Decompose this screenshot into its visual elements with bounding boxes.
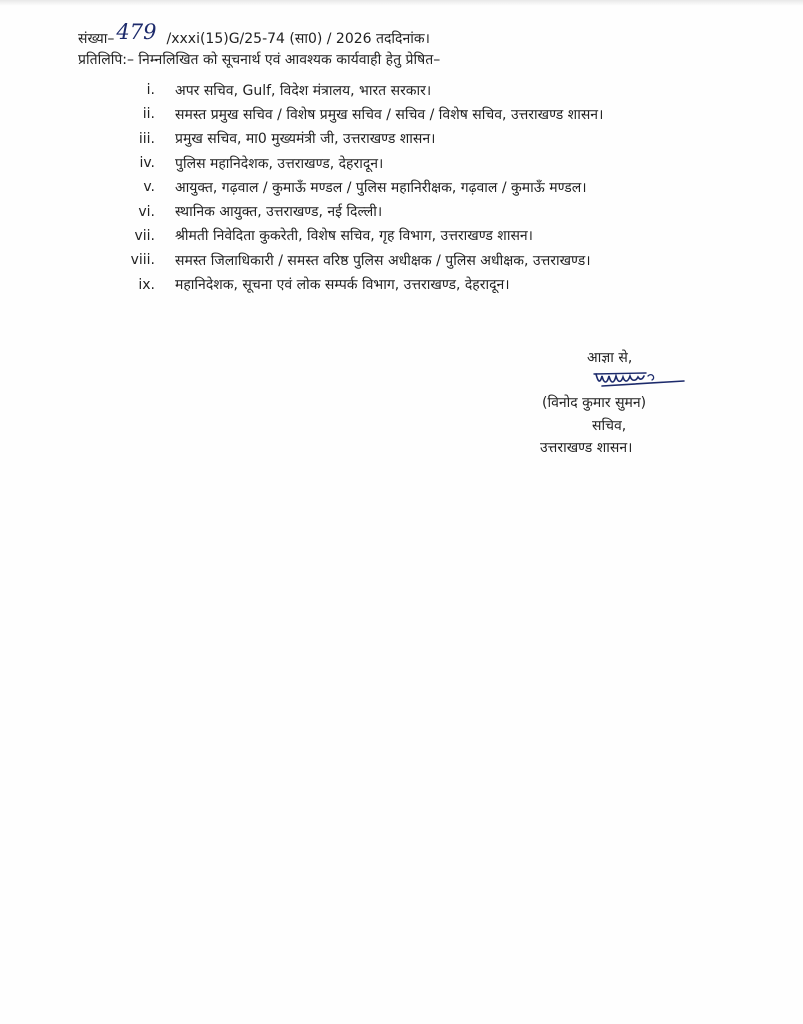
recipient-item [130, 151, 603, 175]
recipient-text: पुलिस महानिदेशक, उत्तराखण्ड, देहरादून। [175, 155, 384, 172]
recipient-text: अपर सचिव, Gulf, विदेश मंत्रालय, भारत सरकार। [175, 82, 432, 99]
recipient-item [130, 272, 603, 296]
recipient-number: viii. [130, 252, 155, 269]
handwritten-reference-number: 479 [116, 20, 157, 44]
reference-line [78, 20, 430, 49]
recipient-text: श्रीमती निवेदिता कुकरेती, विशेष सचिव, गृह विभाग, उत्तराखण्ड शासन। [175, 228, 533, 245]
signatory-designation: सचिव, [592, 418, 627, 434]
recipient-text: स्थानिक आयुक्त, उत्तराखण्ड, नई दिल्ली। [175, 204, 383, 221]
recipient-item [130, 78, 603, 102]
recipient-item [130, 224, 603, 248]
recipient-item [130, 127, 603, 151]
recipient-item [130, 175, 603, 199]
by-order-text: आज्ञा से, [587, 350, 633, 366]
handwritten-signature [592, 368, 692, 392]
recipient-number: ii. [142, 106, 155, 123]
recipient-number: iv. [139, 155, 155, 172]
reference-code: /xxxi(15)G/25-74 (सा0) / 2026 तददिनांक। [166, 31, 430, 47]
recipient-number: iii. [138, 130, 155, 147]
recipient-text: समस्त जिलाधिकारी / समस्त वरिष्ठ पुलिस अधीक्षक / पुलिस अधीक्षक, उत्तराखण्ड। [175, 252, 591, 269]
recipient-text: प्रमुख सचिव, मा0 मुख्यमंत्री जी, उत्तराखण्ड शासन। [175, 131, 436, 148]
recipient-item [130, 102, 603, 126]
signatory-name: (विनोद कुमार सुमन) [542, 395, 647, 411]
recipient-item [130, 199, 603, 223]
recipient-number: i. [146, 82, 155, 99]
page-top-edge [0, 0, 803, 6]
recipient-number: v. [143, 179, 155, 196]
recipient-number: vii. [134, 227, 155, 244]
recipient-list [130, 78, 603, 297]
recipient-item [130, 248, 603, 272]
recipient-text: महानिदेशक, सूचना एवं लोक सम्पर्क विभाग, उत्तराखण्ड, देहरादून। [175, 277, 510, 294]
reference-label: संख्या– [78, 31, 115, 47]
recipient-number: vi. [138, 203, 155, 220]
signatory-office: उत्तराखण्ड शासन। [540, 440, 633, 456]
recipient-text: समस्त प्रमुख सचिव / विशेष प्रमुख सचिव / सचिव / विशेष सचिव, उत्तराखण्ड शासन। [175, 106, 604, 123]
recipient-text: आयुक्त, गढ़वाल / कुमाऊँ मण्डल / पुलिस महानिरीक्षक, गढ़वाल / कुमाऊँ मण्डल। [175, 179, 587, 196]
recipient-number: ix. [138, 276, 155, 293]
copy-forwarding-line: प्रतिलिपि:– निम्नलिखित को सूचनार्थ एवं आवश्यक कार्यवाही हेतु प्रेषित– [78, 52, 441, 68]
